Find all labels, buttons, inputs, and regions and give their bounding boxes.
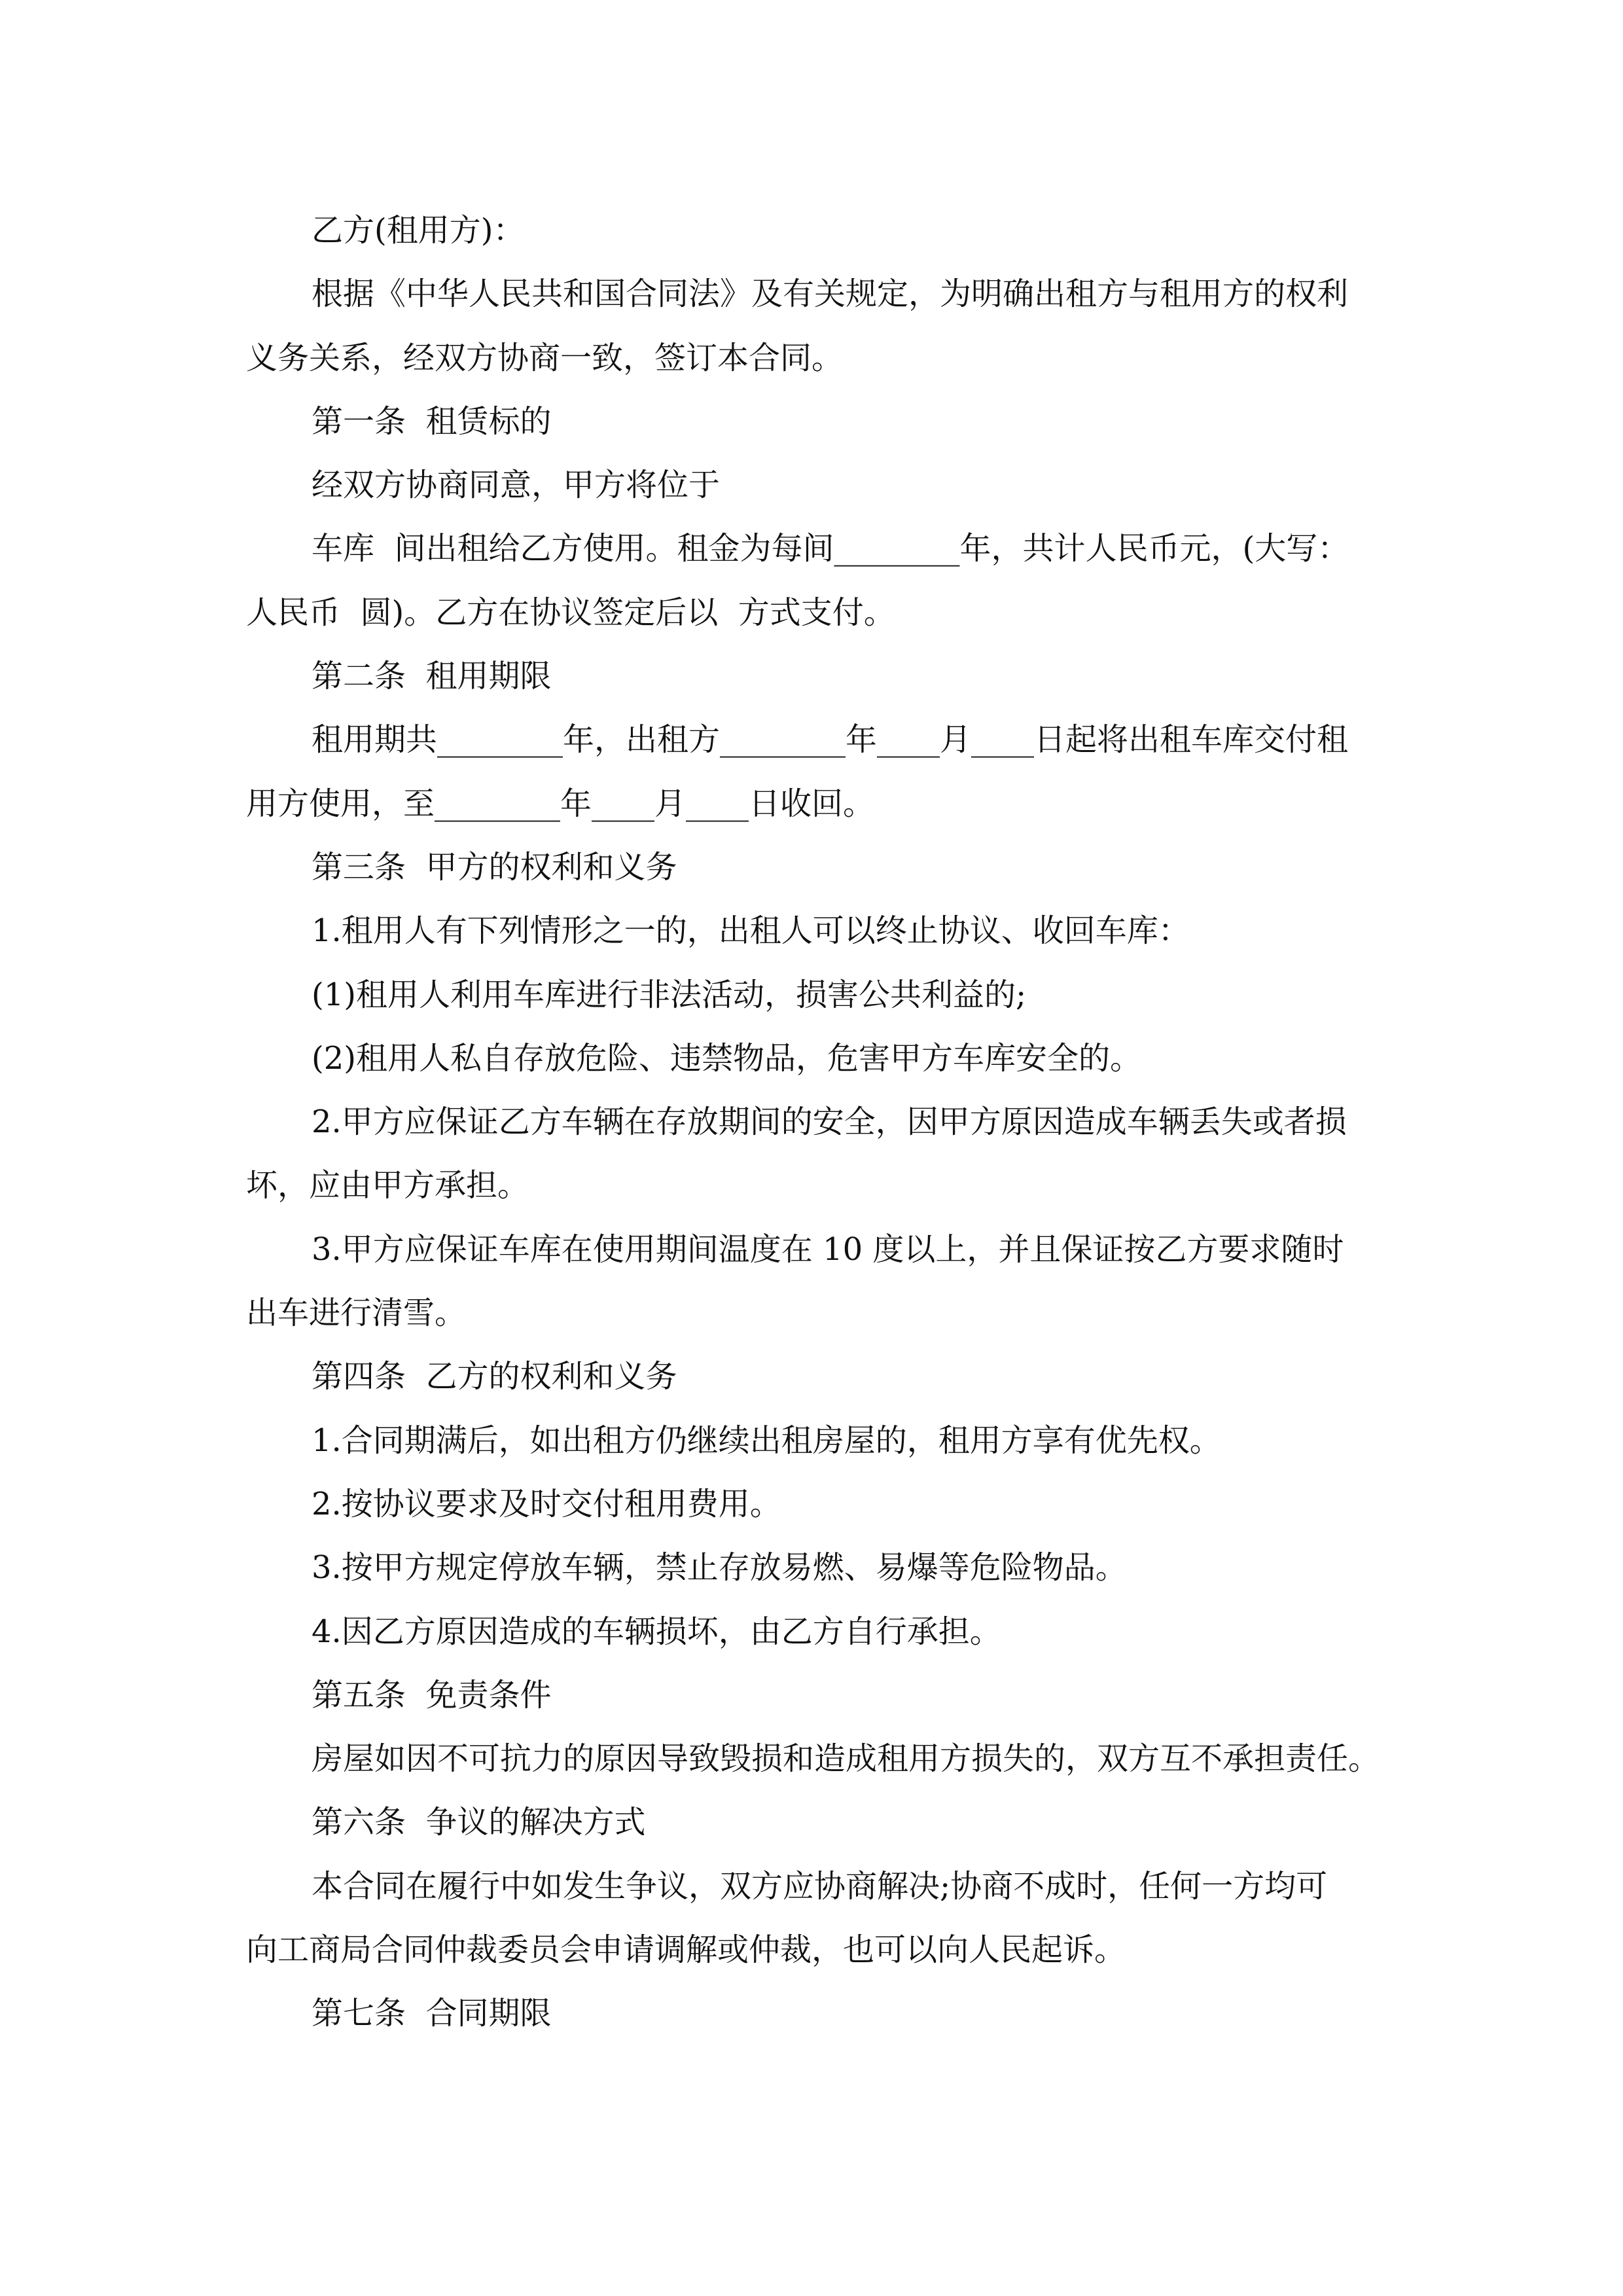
article-3-item-3-cont: 出车进行清雪。	[246, 1295, 467, 1332]
article-4-item-4: 4.因乙方原因造成的车辆损坏，由乙方自行承担。	[312, 1613, 1001, 1650]
article-5-text: 房屋如因不可抗力的原因导致毁损和造成租用方损失的，双方互不承担责任。	[312, 1740, 1380, 1778]
article-1-text-3: 人民币 圆)。乙方在协议签定后以 方式支付。	[246, 594, 895, 631]
article-6-text-1: 本合同在履行中如发生争议，双方应协商解决;协商不成时，任何一方均可	[312, 1867, 1328, 1905]
article-6-text-2: 向工商局合同仲裁委员会申请调解或仲裁，也可以向人民起诉。	[246, 1931, 1126, 1969]
article-3-item-1: 1.租用人有下列情形之一的，出租人可以终止协议、收回车库：	[312, 912, 1190, 950]
article-4-item-3: 3.按甲方规定停放车辆，禁止存放易燃、易爆等危险物品。	[312, 1549, 1127, 1587]
article-3-item-2-cont: 坏，应由甲方承担。	[246, 1167, 529, 1204]
preamble-line-1: 根据《中华人民共和国合同法》及有关规定，为明确出租方与租用方的权利	[312, 276, 1349, 313]
article-3-heading: 第三条 甲方的权利和义务	[312, 848, 677, 886]
article-5-heading: 第五条 免责条件	[312, 1676, 552, 1713]
article-4-item-1: 1.合同期满后，如出租方仍继续出租房屋的，租用方享有优先权。	[312, 1422, 1221, 1459]
article-1-text-1: 经双方协商同意，甲方将位于	[312, 467, 721, 504]
party-b-line: 乙方(租用方)：	[312, 212, 525, 249]
article-4-heading: 第四条 乙方的权利和义务	[312, 1358, 677, 1395]
article-2-heading: 第二条 租用期限	[312, 658, 552, 695]
article-3-item-3: 3.甲方应保证车库在使用期间温度在 10 度以上，并且保证按乙方要求随时	[312, 1230, 1344, 1268]
article-4-item-2: 2.按协议要求及时交付租用费用。	[312, 1485, 781, 1522]
article-1-heading: 第一条 租赁标的	[312, 403, 552, 440]
article-2-text-2: 用方使用，至________年____月____日收回。	[246, 785, 875, 822]
article-2-text-1: 租用期共________年，出租方________年____月____日起将出租车库交付租	[312, 721, 1349, 759]
preamble-line-2: 义务关系，经双方协商一致，签订本合同。	[246, 339, 844, 376]
article-3-item-2: 2.甲方应保证乙方车辆在存放期间的安全，因甲方原因造成车辆丢失或者损	[312, 1103, 1347, 1141]
article-1-text-2: 车库 间出租给乙方使用。租金为每间________年，共计人民币元，(大写：	[312, 530, 1349, 567]
article-6-heading: 第六条 争议的解决方式	[312, 1804, 646, 1841]
article-7-heading: 第七条 合同期限	[312, 1995, 552, 2032]
article-3-item-1a: (1)租用人利用车库进行非法活动，损害公共利益的;	[312, 976, 1027, 1013]
article-3-item-1b: (2)租用人私自存放危险、违禁物品，危害甲方车库安全的。	[312, 1039, 1141, 1077]
